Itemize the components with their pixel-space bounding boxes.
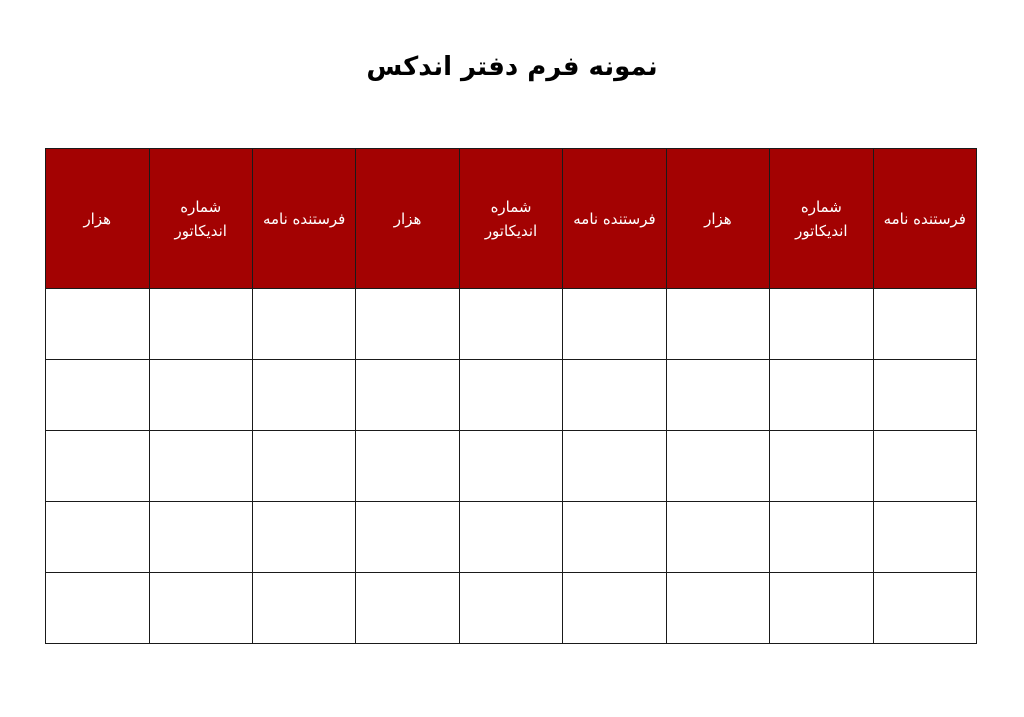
table-cell[interactable] — [873, 289, 976, 360]
table-cell[interactable] — [770, 360, 873, 431]
table-cell[interactable] — [873, 502, 976, 573]
table-cell[interactable] — [563, 360, 666, 431]
column-header-indicator-number: شماره اندیکاتور — [770, 149, 873, 289]
table-cell[interactable] — [356, 502, 459, 573]
table-row — [46, 573, 977, 644]
table-cell[interactable] — [873, 360, 976, 431]
table-cell[interactable] — [459, 573, 562, 644]
table-cell[interactable] — [252, 431, 355, 502]
table-cell[interactable] — [770, 502, 873, 573]
column-header-thousand: هزار — [666, 149, 769, 289]
table-body — [46, 289, 977, 644]
page-title: نمونه فرم دفتر اندکس — [366, 52, 658, 82]
table-cell[interactable] — [149, 502, 252, 573]
table-cell[interactable] — [563, 502, 666, 573]
table-cell[interactable] — [356, 431, 459, 502]
table-cell[interactable] — [252, 289, 355, 360]
table-cell[interactable] — [252, 573, 355, 644]
table-row — [46, 502, 977, 573]
table-cell[interactable] — [356, 289, 459, 360]
table-header-row — [46, 149, 977, 289]
table-cell[interactable] — [666, 360, 769, 431]
table-cell[interactable] — [666, 573, 769, 644]
table-cell[interactable] — [252, 360, 355, 431]
table-cell[interactable] — [252, 502, 355, 573]
table-row — [46, 431, 977, 502]
table-cell[interactable] — [873, 573, 976, 644]
table-cell[interactable] — [873, 431, 976, 502]
table-cell[interactable] — [563, 431, 666, 502]
table-cell[interactable] — [149, 289, 252, 360]
table-cell[interactable] — [563, 289, 666, 360]
table-cell[interactable] — [46, 360, 150, 431]
table-row — [46, 360, 977, 431]
index-register-table — [45, 148, 977, 644]
table-cell[interactable] — [149, 431, 252, 502]
table-cell[interactable] — [356, 360, 459, 431]
table-cell[interactable] — [459, 502, 562, 573]
table-cell[interactable] — [149, 573, 252, 644]
table-cell[interactable] — [666, 289, 769, 360]
table-cell[interactable] — [46, 431, 150, 502]
table-cell[interactable] — [46, 573, 150, 644]
table-cell[interactable] — [770, 573, 873, 644]
column-header-indicator-number: شماره اندیکاتور — [459, 149, 562, 289]
column-header-thousand: هزار — [46, 149, 150, 289]
table-cell[interactable] — [46, 502, 150, 573]
table-cell[interactable] — [46, 289, 150, 360]
table-cell[interactable] — [770, 289, 873, 360]
column-header-sender: فرستنده نامه — [873, 149, 976, 289]
column-header-indicator-number: شماره اندیکاتور — [149, 149, 252, 289]
table-cell[interactable] — [459, 431, 562, 502]
table-cell[interactable] — [770, 431, 873, 502]
table-cell[interactable] — [149, 360, 252, 431]
column-header-thousand: هزار — [356, 149, 459, 289]
column-header-sender: فرستنده نامه — [563, 149, 666, 289]
table-cell[interactable] — [666, 431, 769, 502]
table-row — [46, 289, 977, 360]
table-cell[interactable] — [459, 360, 562, 431]
table-cell[interactable] — [563, 573, 666, 644]
column-header-sender: فرستنده نامه — [252, 149, 355, 289]
table-cell[interactable] — [356, 573, 459, 644]
table-cell[interactable] — [459, 289, 562, 360]
table-cell[interactable] — [666, 502, 769, 573]
